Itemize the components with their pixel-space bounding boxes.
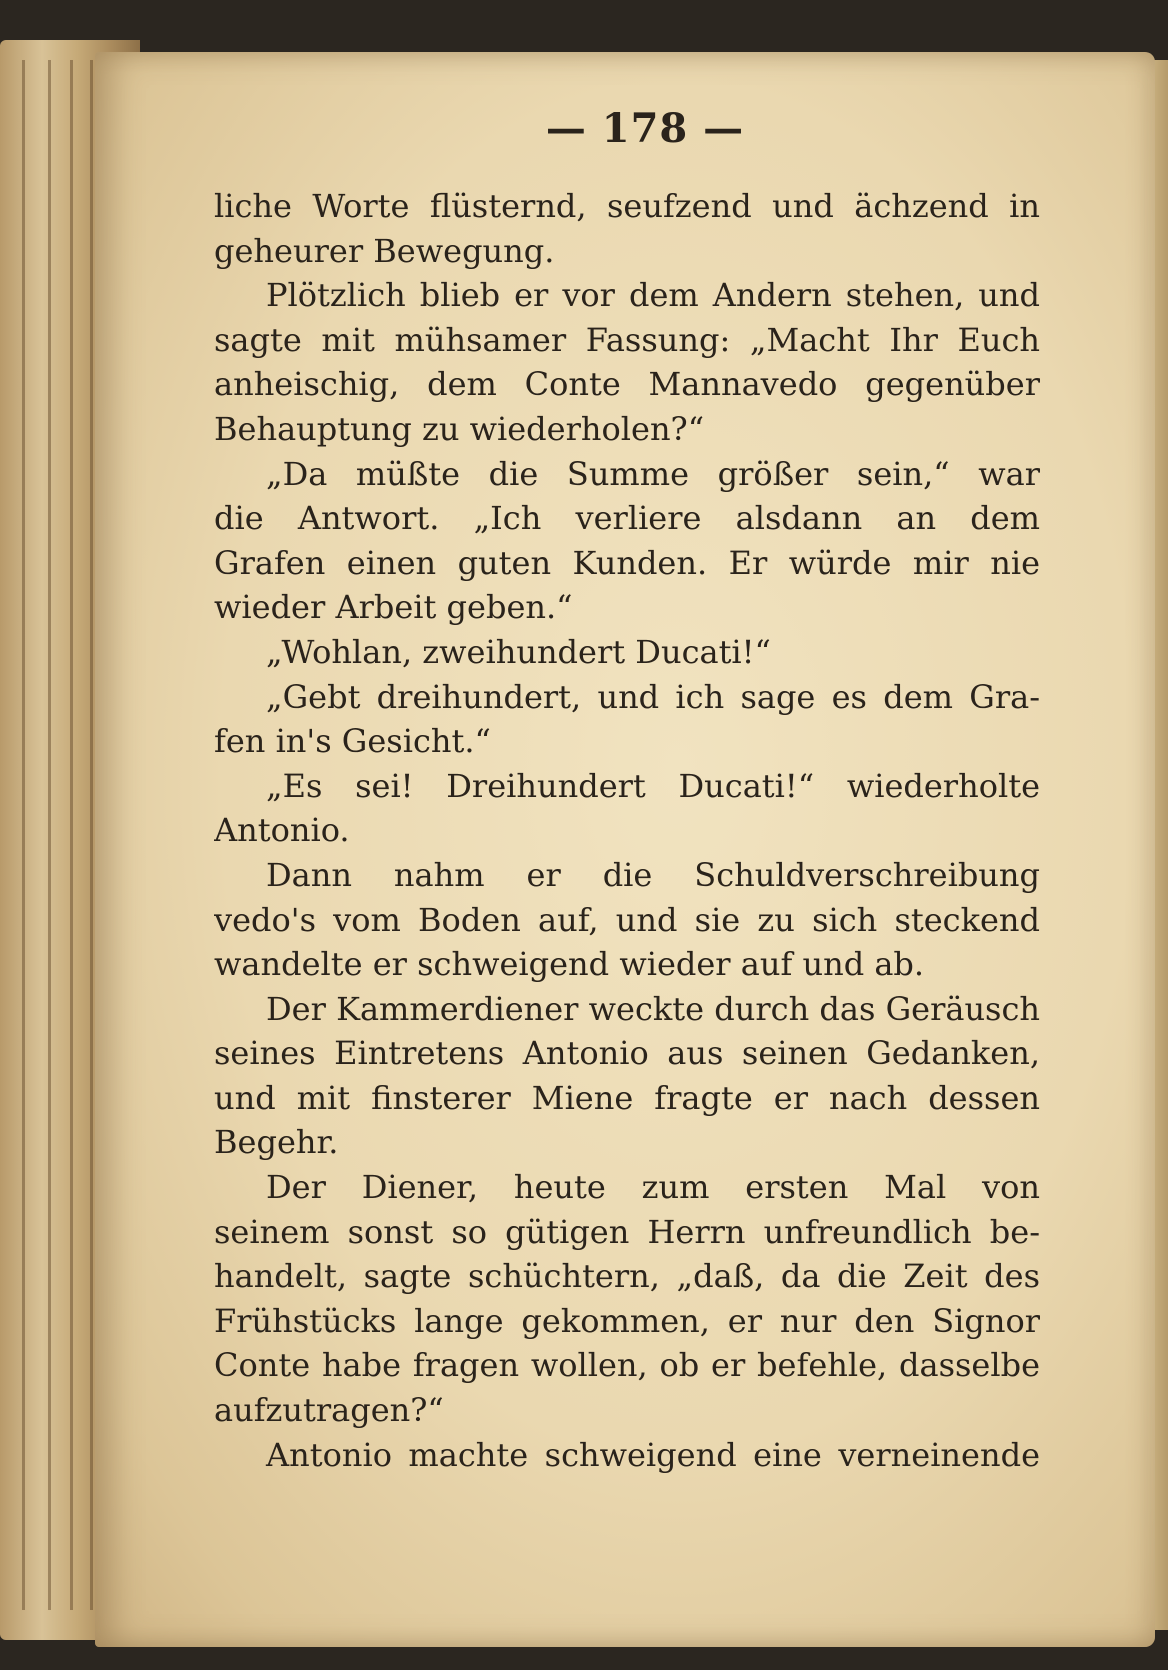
text-line: „Gebt dreihundert, und ich sage es dem Gra- — [266, 677, 1040, 716]
text-line: handelt, sagte schüchtern, „daß, da die Zeit des — [214, 1257, 1040, 1296]
body-text — [214, 184, 1040, 1477]
text-line: Grafen einen guten Kunden. Er würde mir nie — [214, 543, 1040, 582]
text-line: anheischig, dem Conte Mannavedo gegenüber — [214, 365, 1040, 404]
text-line: Conte habe fragen wollen, ob er befehle, dasselbe — [214, 1346, 1040, 1385]
page-edge-line — [48, 60, 51, 1610]
page-edge-line — [90, 60, 93, 1610]
text-line: „Da müßte die Summe größer sein,“ war — [266, 454, 1040, 493]
text-line: „Es sei! Dreihundert Ducati!“ wiederholte — [266, 766, 1040, 805]
text-line: und mit finsterer Miene fragte er nach dessen — [214, 1078, 1040, 1117]
text-line: Behauptung zu wiederholen?“ — [214, 409, 705, 448]
text-line: seinem sonst so gütigen Herrn unfreundlich be- — [214, 1212, 1040, 1251]
text-line: fen in's Gesicht.“ — [214, 722, 491, 761]
text-line: Antonio machte schweigend eine verneinende — [266, 1435, 1040, 1474]
text-line: wieder Arbeit geben.“ — [214, 588, 573, 627]
page-edge-line — [70, 60, 73, 1610]
text-line: aufzutragen?“ — [214, 1391, 444, 1430]
text-line: liche Worte flüsternd, seufzend und ächzend in — [214, 187, 1040, 225]
text-line: seines Eintretens Antonio aus seinen Gedanken, — [214, 1034, 1040, 1073]
text-line: Der Diener, heute zum ersten Mal von — [266, 1168, 1040, 1207]
text-line: vedo's vom Boden auf, und sie zu sich steckend — [214, 900, 1040, 939]
text-line: geheurer Bewegung. — [214, 231, 555, 270]
text-line: Plötzlich blieb er vor dem Andern stehen, und — [266, 276, 1040, 315]
page-number: — 178 — — [545, 105, 745, 152]
text-line: Antonio. — [214, 811, 350, 850]
text-line: sagte mit mühsamer Fassung: „Macht Ihr Euch — [214, 320, 1040, 359]
text-line: Frühstücks lange gekommen, er nur den Signor — [214, 1301, 1040, 1340]
text-line: Begehr. — [214, 1123, 339, 1162]
text-line: „Wohlan, zweihundert Ducati!“ — [266, 632, 771, 671]
text-line: die Antwort. „Ich verliere alsdann an dem — [214, 499, 1040, 538]
page-edge-line — [22, 60, 25, 1610]
text-line: wandelte er schweigend wieder auf und ab. — [214, 945, 925, 984]
text-line: Der Kammerdiener weckte durch das Geräusch — [266, 989, 1040, 1028]
text-line: Dann nahm er die Schuldverschreibung — [266, 855, 1040, 894]
